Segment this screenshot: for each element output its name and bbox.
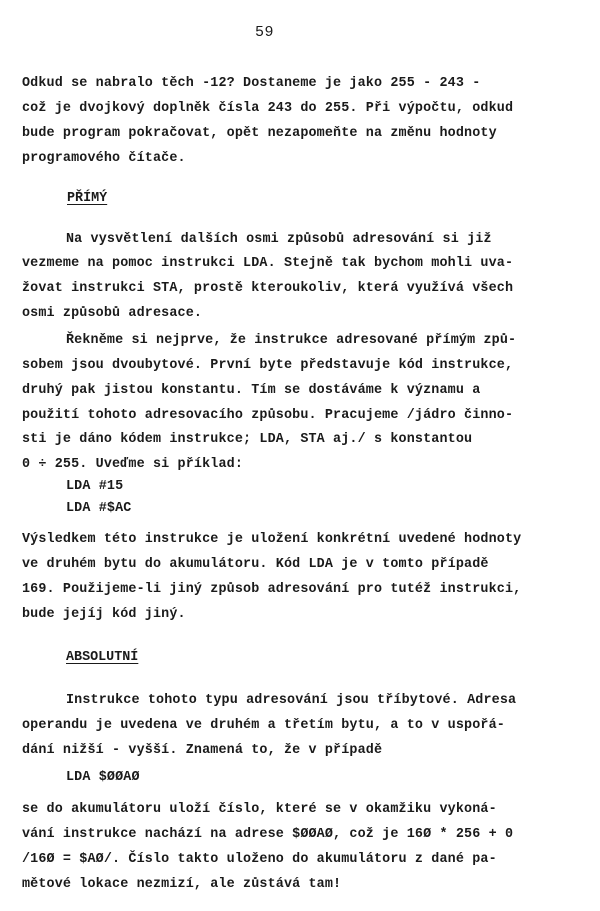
text-line: sobem jsou dvoubytové. První byte představuje kód instrukce,	[22, 358, 514, 373]
text-line: Odkud se nabralo těch -12? Dostaneme je jako 255 - 243 -	[22, 76, 481, 91]
text-line: 0 ÷ 255. Uveďme si příklad:	[22, 457, 244, 472]
text-line: Instrukce tohoto typu adresování jsou tříbytové. Adresa	[66, 693, 517, 708]
text-line: žovat instrukci STA, prostě kteroukoliv, která využívá všech	[22, 281, 514, 296]
text-line: /16Ø = $AØ/. Číslo takto uloženo do akumulátoru z dané pa-	[22, 852, 497, 867]
code-line: LDA #$AC	[66, 501, 132, 516]
text-line: vezmeme na pomoc instrukci LDA. Stejně tak bychom mohli uva-	[22, 256, 514, 271]
text-line: druhý pak jistou konstantu. Tím se dostáváme k významu a	[22, 383, 481, 398]
code-line: LDA #15	[66, 479, 124, 494]
text-line: bude program pokračovat, opět nezapomeňte na změnu hodnoty	[22, 126, 497, 141]
text-line: což je dvojkový doplněk čísla 243 do 255. Při výpočtu, odkud	[22, 101, 514, 116]
text-line: mětové lokace nezmizí, ale zůstává tam!	[22, 877, 342, 892]
code-example-2: LDA $ØØAØ	[66, 770, 140, 785]
text-line: operandu je uvedena ve druhém a třetím bytu, a to v uspořá-	[22, 718, 505, 733]
text-line: sti je dáno kódem instrukce; LDA, STA aj./ s konstantou	[22, 432, 473, 447]
text-line: Na vysvětlení dalších osmi způsobů adresování si již	[66, 232, 492, 247]
section-heading-primy: PŘÍMÝ	[67, 191, 108, 206]
section-heading-absolutni: ABSOLUTNÍ	[66, 650, 139, 665]
text-line: bude jejíj kód jiný.	[22, 607, 186, 622]
text-line: vání instrukce nachází na adrese $ØØAØ, což je 16Ø * 256 + 0	[22, 827, 514, 842]
page-number: 59	[255, 24, 275, 41]
text-line: použití tohoto adresovacího způsobu. Pracujeme /jádro činno-	[22, 408, 514, 423]
text-line: dání nižší - vyšší. Znamená to, že v případě	[22, 743, 383, 758]
text-line: Výsledkem této instrukce je uložení konkrétní uvedené hodnoty	[22, 532, 522, 547]
text-line: Řekněme si nejprve, že instrukce adresované přímým způ-	[66, 333, 517, 348]
text-line: ve druhém bytu do akumulátoru. Kód LDA je v tomto případě	[22, 557, 489, 572]
text-line: 169. Použijeme-li jiný způsob adresování pro tutéž instrukci,	[22, 582, 522, 597]
text-line: programového čítače.	[22, 151, 186, 166]
text-line: osmi způsobů adresace.	[22, 306, 203, 321]
text-line: se do akumulátoru uloží číslo, které se v okamžiku vykoná-	[22, 802, 497, 817]
